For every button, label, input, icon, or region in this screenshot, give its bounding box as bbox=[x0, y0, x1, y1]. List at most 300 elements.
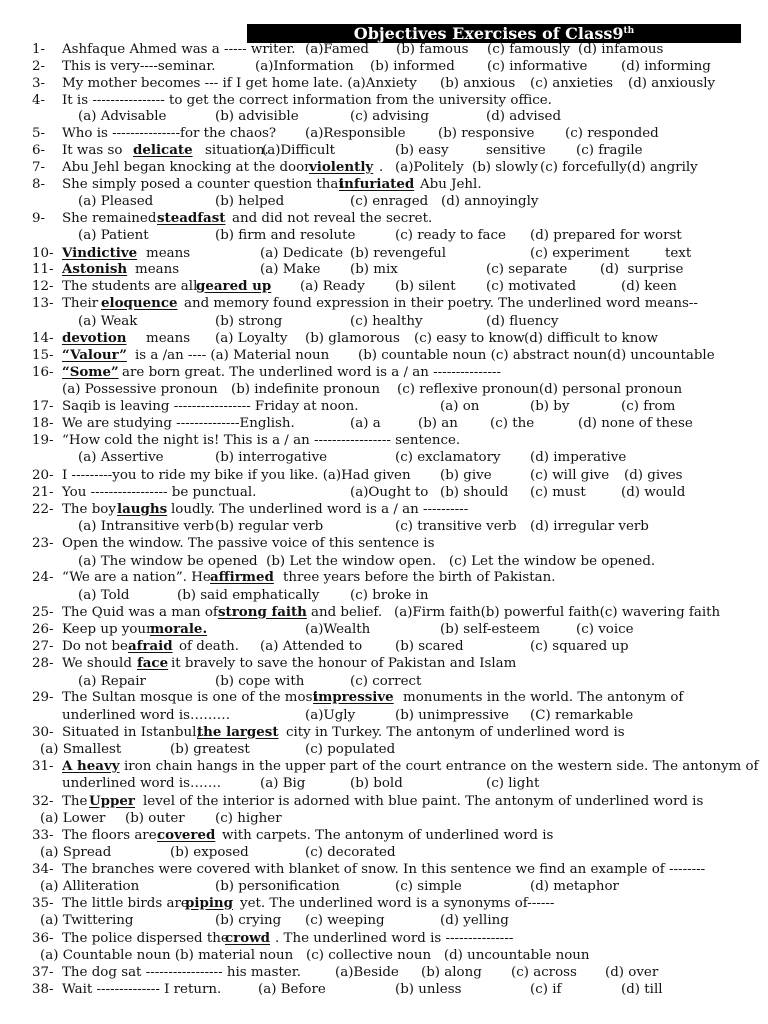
answer-option: (c) decorated bbox=[305, 844, 396, 860]
line-text: city in Turkey. The antonym of underlined word is bbox=[286, 724, 625, 740]
underlined-word: steadfast bbox=[157, 209, 226, 226]
underlined-word: devotion bbox=[62, 329, 127, 346]
answer-option: (a) Smallest bbox=[40, 741, 122, 757]
line-text: Saqib is leaving ----------------- Friday at noon. bbox=[62, 398, 359, 414]
answer-option: (d) keen bbox=[621, 278, 677, 294]
answer-option: (b) firm and resolute bbox=[215, 227, 356, 243]
question-line bbox=[0, 193, 768, 210]
line-text: of death. bbox=[179, 638, 240, 654]
answer-option: (c) motivated bbox=[486, 278, 577, 294]
answer-option: (a) Dedicate bbox=[260, 245, 343, 261]
question-number: 32- bbox=[32, 793, 54, 809]
question-line bbox=[0, 364, 768, 381]
question-line bbox=[0, 501, 768, 518]
question-number: 7- bbox=[32, 159, 46, 175]
answer-option: (c) will give bbox=[530, 467, 610, 483]
answer-option: (c) responded bbox=[565, 125, 659, 141]
answer-option: (a) Ready bbox=[300, 278, 365, 294]
question-line bbox=[0, 518, 768, 535]
question-number: 10- bbox=[32, 245, 54, 261]
answer-option: (a) Patient bbox=[78, 227, 149, 243]
question-line bbox=[0, 330, 768, 347]
answer-option: (a)Politely bbox=[395, 159, 464, 175]
line-text: . bbox=[379, 159, 384, 175]
line-text: are born great. The underlined word is a / an --------------- bbox=[122, 364, 501, 380]
answer-option: (b) indefinite pronoun bbox=[231, 381, 381, 397]
answer-option: (c) famously bbox=[487, 41, 571, 57]
answer-option: (d) irregular verb bbox=[530, 518, 649, 534]
answer-option: (b) informed bbox=[370, 58, 455, 74]
underlined-word: “Some” bbox=[62, 363, 119, 380]
question-number: 5- bbox=[32, 125, 46, 141]
underlined-word: face bbox=[137, 654, 169, 671]
question-line bbox=[0, 347, 768, 364]
underlined-word: piping bbox=[185, 894, 233, 911]
underlined-word: morale. bbox=[150, 620, 208, 637]
question-line bbox=[0, 861, 768, 878]
question-line bbox=[0, 432, 768, 449]
line-text: Abu Jehl began knocking at the door bbox=[62, 159, 311, 175]
underlined-word: covered bbox=[157, 826, 216, 843]
answer-option: (d) infamous bbox=[578, 41, 664, 57]
answer-option: (a)Beside bbox=[335, 964, 399, 980]
line-text: It was so bbox=[62, 142, 123, 158]
line-text: The students are all bbox=[62, 278, 198, 294]
line-text: It is ---------------- to get the correct information from the university office. bbox=[62, 92, 552, 108]
answer-option: (c) enraged bbox=[350, 193, 429, 209]
answer-option: (c) fragile bbox=[576, 142, 643, 158]
question-line bbox=[0, 810, 768, 827]
line-text: You ----------------- be punctual. bbox=[62, 484, 257, 500]
answer-option: (a) Repair bbox=[78, 673, 146, 689]
answer-option: (b) helped bbox=[215, 193, 285, 209]
answer-option: (d) would bbox=[621, 484, 686, 500]
answer-option: (a) Big bbox=[260, 775, 306, 791]
answer-option: (b) cope with bbox=[215, 673, 305, 689]
line-text: monuments in the world. The antonym of bbox=[403, 689, 684, 705]
answer-option: (b) give bbox=[440, 467, 492, 483]
answer-option: (b) an bbox=[418, 415, 458, 431]
line-text: “How cold the night is! This is a / an ----------------- sentence. bbox=[62, 432, 461, 448]
question-number: 35- bbox=[32, 895, 54, 911]
question-number: 1- bbox=[32, 41, 46, 57]
answer-option: (b) exposed bbox=[170, 844, 249, 860]
answer-option: (a) Weak bbox=[78, 313, 138, 329]
question-line bbox=[0, 741, 768, 758]
question-line bbox=[0, 261, 768, 278]
answer-option: (a) Twittering bbox=[40, 912, 134, 928]
answer-option: (b) famous bbox=[396, 41, 469, 57]
question-line bbox=[0, 159, 768, 176]
line-text: level of the interior is adorned with blue paint. The antonym of underlined word is bbox=[143, 793, 704, 809]
line-text: Wait -------------- I return. bbox=[62, 981, 222, 997]
line-text: underlined word is……. bbox=[62, 775, 222, 791]
question-line bbox=[0, 535, 768, 552]
answer-option: (d) metaphor bbox=[530, 878, 619, 894]
question-line bbox=[0, 655, 768, 672]
answer-option: (d) advised bbox=[486, 108, 562, 124]
answer-option: (c) across bbox=[511, 964, 577, 980]
question-number: 13- bbox=[32, 295, 54, 311]
answer-option: (d) informing bbox=[621, 58, 711, 74]
answer-option: (d) gives bbox=[624, 467, 683, 483]
answer-option: (d) annoyingly bbox=[441, 193, 539, 209]
underlined-word: Upper bbox=[89, 792, 135, 809]
question-number: 23- bbox=[32, 535, 54, 551]
answer-option: (d) anxiously bbox=[628, 75, 716, 91]
question-line bbox=[0, 125, 768, 142]
question-number: 15- bbox=[32, 347, 54, 363]
question-number: 25- bbox=[32, 604, 54, 620]
answer-option: (b) unless bbox=[395, 981, 462, 997]
line-text: I ---------you to ride my bike if you like. (a)Had given bbox=[62, 467, 411, 483]
question-number: 18- bbox=[32, 415, 54, 431]
answer-option: (C) remarkable bbox=[530, 707, 634, 723]
question-line bbox=[0, 758, 768, 775]
answer-option: (b) silent bbox=[395, 278, 456, 294]
question-line bbox=[0, 278, 768, 295]
line-text: My mother becomes --- if I get home late. (a)Anxiety bbox=[62, 75, 417, 91]
question-line bbox=[0, 108, 768, 125]
underlined-word: geared up bbox=[196, 277, 272, 294]
answer-option: (c) exclamatory bbox=[395, 449, 501, 465]
answer-option: (a) Before bbox=[258, 981, 326, 997]
question-number: 19- bbox=[32, 432, 54, 448]
question-number: 27- bbox=[32, 638, 54, 654]
line-text: The dog sat ----------------- his master. bbox=[62, 964, 301, 980]
line-text: Situated in Istanbul, bbox=[62, 724, 201, 740]
answer-option: (d) yelling bbox=[440, 912, 509, 928]
underlined-word: infuriated bbox=[339, 175, 415, 192]
answer-option: (a) Loyalty bbox=[215, 330, 288, 346]
line-text: yet. The underlined word is a synonyms of------ bbox=[240, 895, 555, 911]
answer-option: (d) none of these bbox=[578, 415, 693, 431]
answer-option: (a)Difficult bbox=[262, 142, 336, 158]
answer-option: (a) Make bbox=[260, 261, 321, 277]
line-text: with carpets. The antonym of underlined word is bbox=[222, 827, 554, 843]
answer-option: (d) prepared for worst bbox=[530, 227, 682, 243]
answer-option: (a) Alliteration bbox=[40, 878, 140, 894]
line-text: “We are a nation”. He bbox=[62, 569, 211, 585]
question-line bbox=[0, 638, 768, 655]
line-text: sensitive bbox=[486, 142, 546, 158]
question-number: 37- bbox=[32, 964, 54, 980]
underlined-word: impressive bbox=[313, 688, 394, 705]
question-line bbox=[0, 930, 768, 947]
question-number: 16- bbox=[32, 364, 54, 380]
title-text: Objectives Exercises of Class9 bbox=[353, 24, 624, 43]
question-number: 17- bbox=[32, 398, 54, 414]
question-line bbox=[0, 245, 768, 262]
question-number: 14- bbox=[32, 330, 54, 346]
answer-option: (d) fluency bbox=[486, 313, 559, 329]
question-line bbox=[0, 621, 768, 638]
question-line bbox=[0, 92, 768, 109]
answer-option: (b) easy bbox=[395, 142, 449, 158]
line-text: The Sultan mosque is one of the most bbox=[62, 689, 318, 705]
line-text: means bbox=[146, 245, 191, 261]
answer-option: (c) from bbox=[621, 398, 676, 414]
question-line bbox=[0, 724, 768, 741]
answer-option: (a) Lower bbox=[40, 810, 106, 826]
answer-option: (c) weeping bbox=[305, 912, 385, 928]
line-text: This is very----seminar. bbox=[62, 58, 216, 74]
answer-option: (c) forcefully(d) angrily bbox=[540, 159, 698, 175]
answer-option: (d) surprise bbox=[600, 261, 684, 277]
line-text: . The underlined word is --------------- bbox=[275, 930, 514, 946]
answer-option: (b) revengeful bbox=[350, 245, 447, 261]
question-number: 6- bbox=[32, 142, 46, 158]
question-number: 28- bbox=[32, 655, 54, 671]
answer-option: (a) Countable noun (b) material noun (c) collective noun (d) uncountable noun bbox=[40, 947, 590, 963]
answer-option: (a) Intransitive verb bbox=[78, 518, 215, 534]
underlined-word: afraid bbox=[128, 637, 173, 654]
line-text: three years before the birth of Pakistan. bbox=[283, 569, 556, 585]
answer-option: (b) interrogative bbox=[215, 449, 328, 465]
question-line bbox=[0, 844, 768, 861]
answer-option: (d) till bbox=[621, 981, 663, 997]
question-line bbox=[0, 964, 768, 981]
line-text: loudly. The underlined word is a / an ---------- bbox=[171, 501, 469, 517]
line-text: text bbox=[665, 245, 692, 261]
line-text: Keep up your bbox=[62, 621, 153, 637]
question-line bbox=[0, 981, 768, 998]
answer-option: (a)Information bbox=[255, 58, 354, 74]
answer-option: (c) the bbox=[490, 415, 535, 431]
answer-option: (a) Possessive pronoun bbox=[62, 381, 218, 397]
question-number: 21- bbox=[32, 484, 54, 500]
question-line bbox=[0, 707, 768, 724]
answer-option: (a)Responsible bbox=[305, 125, 406, 141]
question-line bbox=[0, 415, 768, 432]
answer-option: (a) on bbox=[440, 398, 480, 414]
underlined-word: affirmed bbox=[210, 568, 274, 585]
question-number: 11- bbox=[32, 261, 54, 277]
line-text: underlined word is……… bbox=[62, 707, 231, 723]
answer-option: (a) Told bbox=[78, 587, 130, 603]
line-text: and did not reveal the secret. bbox=[232, 210, 433, 226]
answer-option: (c) informative bbox=[487, 58, 588, 74]
question-line bbox=[0, 75, 768, 92]
underlined-word: “Valour” bbox=[62, 346, 127, 363]
question-line bbox=[0, 210, 768, 227]
underlined-word: the largest bbox=[197, 723, 279, 740]
question-line bbox=[0, 793, 768, 810]
answer-option: (d) difficult to know bbox=[524, 330, 658, 346]
line-text: The branches were covered with blanket of snow. In this sentence we find an example of -------- bbox=[62, 861, 706, 877]
answer-option: (b) glamorous bbox=[305, 330, 400, 346]
question-number: 36- bbox=[32, 930, 54, 946]
answer-option: (b) advisible bbox=[215, 108, 299, 124]
answer-option: (a) Attended to bbox=[260, 638, 363, 654]
line-text: We should bbox=[62, 655, 132, 671]
answer-option: (c) advising bbox=[350, 108, 429, 124]
question-line bbox=[0, 895, 768, 912]
question-line bbox=[0, 775, 768, 792]
line-text: means bbox=[135, 261, 180, 277]
question-number: 24- bbox=[32, 569, 54, 585]
line-text: and memory found expression in their poetry. The underlined word means-- bbox=[184, 295, 698, 311]
question-line bbox=[0, 484, 768, 501]
answer-option: (b) should bbox=[440, 484, 509, 500]
line-text: The boy bbox=[62, 501, 116, 517]
answer-option: (b) unimpressive bbox=[395, 707, 509, 723]
answer-option: (b) regular verb bbox=[215, 518, 324, 534]
question-number: 30- bbox=[32, 724, 54, 740]
answer-option: (b) self-esteem bbox=[440, 621, 541, 637]
line-text: situation. bbox=[205, 142, 269, 158]
answer-option: (c) voice bbox=[576, 621, 634, 637]
answer-option: (c) simple bbox=[395, 878, 462, 894]
answer-option: (b) personification bbox=[215, 878, 340, 894]
answer-option: (c) experiment bbox=[530, 245, 630, 261]
answer-option: (a) Advisable bbox=[78, 108, 167, 124]
answer-option: (c) transitive verb bbox=[395, 518, 517, 534]
answer-option: (a) Spread bbox=[40, 844, 112, 860]
line-text: The little birds are bbox=[62, 895, 189, 911]
answer-option: (c) higher bbox=[215, 810, 282, 826]
answer-option: (b) greatest bbox=[170, 741, 250, 757]
answer-option: (b) slowly bbox=[472, 159, 538, 175]
line-text: means bbox=[146, 330, 191, 346]
answer-option: (a)Ought to bbox=[350, 484, 429, 500]
answer-option: (c) must bbox=[530, 484, 586, 500]
question-number: 34- bbox=[32, 861, 54, 877]
answer-option: (b) along bbox=[421, 964, 482, 980]
line-text: She simply posed a counter question that bbox=[62, 176, 344, 192]
title-superscript: th bbox=[623, 26, 635, 36]
line-text: Do not be bbox=[62, 638, 128, 654]
question-number: 38- bbox=[32, 981, 54, 997]
question-number: 4- bbox=[32, 92, 46, 108]
answer-option: (b) by bbox=[530, 398, 570, 414]
answer-option: (d) imperative bbox=[530, 449, 627, 465]
question-line bbox=[0, 947, 768, 964]
question-number: 31- bbox=[32, 758, 54, 774]
answer-option: (b) mix bbox=[350, 261, 398, 277]
line-text: it bravely to save the honour of Pakistan and Islam bbox=[171, 655, 517, 671]
answer-option: (c) broke in bbox=[350, 587, 429, 603]
answer-option: (b) outer bbox=[125, 810, 185, 826]
question-line bbox=[0, 142, 768, 159]
underlined-word: Vindictive bbox=[62, 244, 138, 261]
line-text: We are studying --------------English. bbox=[62, 415, 295, 431]
question-number: 12- bbox=[32, 278, 54, 294]
line-text: The police dispersed the bbox=[62, 930, 229, 946]
question-number: 33- bbox=[32, 827, 54, 843]
answer-option: (a)Firm faith(b) powerful faith(c) wavering faith bbox=[394, 604, 721, 620]
underlined-word: A heavy bbox=[62, 757, 120, 774]
answer-option: (b) strong bbox=[215, 313, 283, 329]
line-text: and belief. bbox=[311, 604, 383, 620]
question-line bbox=[0, 449, 768, 466]
underlined-word: violently bbox=[309, 158, 374, 175]
answer-option: (c) squared up bbox=[530, 638, 629, 654]
answer-option: (b) responsive bbox=[438, 125, 535, 141]
answer-option: (c) easy to know bbox=[414, 330, 525, 346]
question-line bbox=[0, 673, 768, 690]
line-text: The floors are bbox=[62, 827, 157, 843]
question-number: 8- bbox=[32, 176, 46, 192]
question-line bbox=[0, 381, 768, 398]
answer-option: (b) scared bbox=[395, 638, 464, 654]
question-line bbox=[0, 604, 768, 621]
line-text: Abu Jehl. bbox=[420, 176, 482, 192]
answer-option: (a)Wealth bbox=[305, 621, 371, 637]
question-line bbox=[0, 912, 768, 929]
question-number: 29- bbox=[32, 689, 54, 705]
question-line bbox=[0, 313, 768, 330]
answer-option: (c) correct bbox=[350, 673, 422, 689]
line-text: Who is ---------------for the chaos? bbox=[62, 125, 277, 141]
underlined-word: Astonish bbox=[62, 260, 128, 277]
question-line bbox=[0, 41, 768, 58]
line-text: The bbox=[62, 793, 88, 809]
answer-option: (a) Assertive bbox=[78, 449, 164, 465]
question-number: 22- bbox=[32, 501, 54, 517]
line-text: is a /an ---- (a) Material noun bbox=[135, 347, 330, 363]
answer-option: (a)Ugly bbox=[305, 707, 356, 723]
answer-option: (a) The window be opened (b) Let the window open. (c) Let the window be opened. bbox=[78, 553, 656, 569]
answer-option: (c) if bbox=[530, 981, 562, 997]
question-line bbox=[0, 587, 768, 604]
question-number: 26- bbox=[32, 621, 54, 637]
answer-option: (b) anxious bbox=[440, 75, 516, 91]
answer-option: (b) crying bbox=[215, 912, 282, 928]
question-line bbox=[0, 227, 768, 244]
line-text: Ashfaque Ahmed was a ----- writer. bbox=[62, 41, 296, 57]
line-text: She remained bbox=[62, 210, 157, 226]
line-text: Open the window. The passive voice of this sentence is bbox=[62, 535, 435, 551]
question-line bbox=[0, 58, 768, 75]
answer-option: (d) over bbox=[605, 964, 659, 980]
answer-option: (c) reflexive pronoun(d) personal pronoun bbox=[397, 381, 683, 397]
underlined-word: strong faith bbox=[218, 603, 307, 620]
answer-option: (c) anxieties bbox=[530, 75, 614, 91]
answer-option: (b) bold bbox=[350, 775, 403, 791]
underlined-word: eloquence bbox=[101, 294, 178, 311]
question-line bbox=[0, 398, 768, 415]
line-text: Their bbox=[62, 295, 99, 311]
question-line bbox=[0, 878, 768, 895]
answer-option: (a)Famed bbox=[305, 41, 369, 57]
answer-option: (c) populated bbox=[305, 741, 396, 757]
answer-option: (c) separate bbox=[486, 261, 568, 277]
underlined-word: delicate bbox=[133, 141, 193, 158]
answer-option: (c) light bbox=[486, 775, 540, 791]
question-number: 9- bbox=[32, 210, 46, 226]
line-text: The Quid was a man of bbox=[62, 604, 218, 620]
question-number: 20- bbox=[32, 467, 54, 483]
question-line bbox=[0, 467, 768, 484]
question-number: 3- bbox=[32, 75, 46, 91]
question-line bbox=[0, 569, 768, 586]
question-line bbox=[0, 827, 768, 844]
answer-option: (c) healthy bbox=[350, 313, 423, 329]
question-line bbox=[0, 689, 768, 706]
question-number: 2- bbox=[32, 58, 46, 74]
question-line bbox=[0, 553, 768, 570]
answer-option: (b) said emphatically bbox=[177, 587, 320, 603]
line-text: iron chain hangs in the upper part of the court entrance on the western side. The antonym of bbox=[124, 758, 759, 774]
answer-option: (a) a bbox=[350, 415, 381, 431]
answer-option: (a) Pleased bbox=[78, 193, 154, 209]
question-line bbox=[0, 176, 768, 193]
answer-option: (c) ready to face bbox=[395, 227, 506, 243]
underlined-word: crowd bbox=[225, 929, 271, 946]
underlined-word: laughs bbox=[117, 500, 168, 517]
answer-option: (b) countable noun (c) abstract noun(d) uncountable bbox=[358, 347, 715, 363]
